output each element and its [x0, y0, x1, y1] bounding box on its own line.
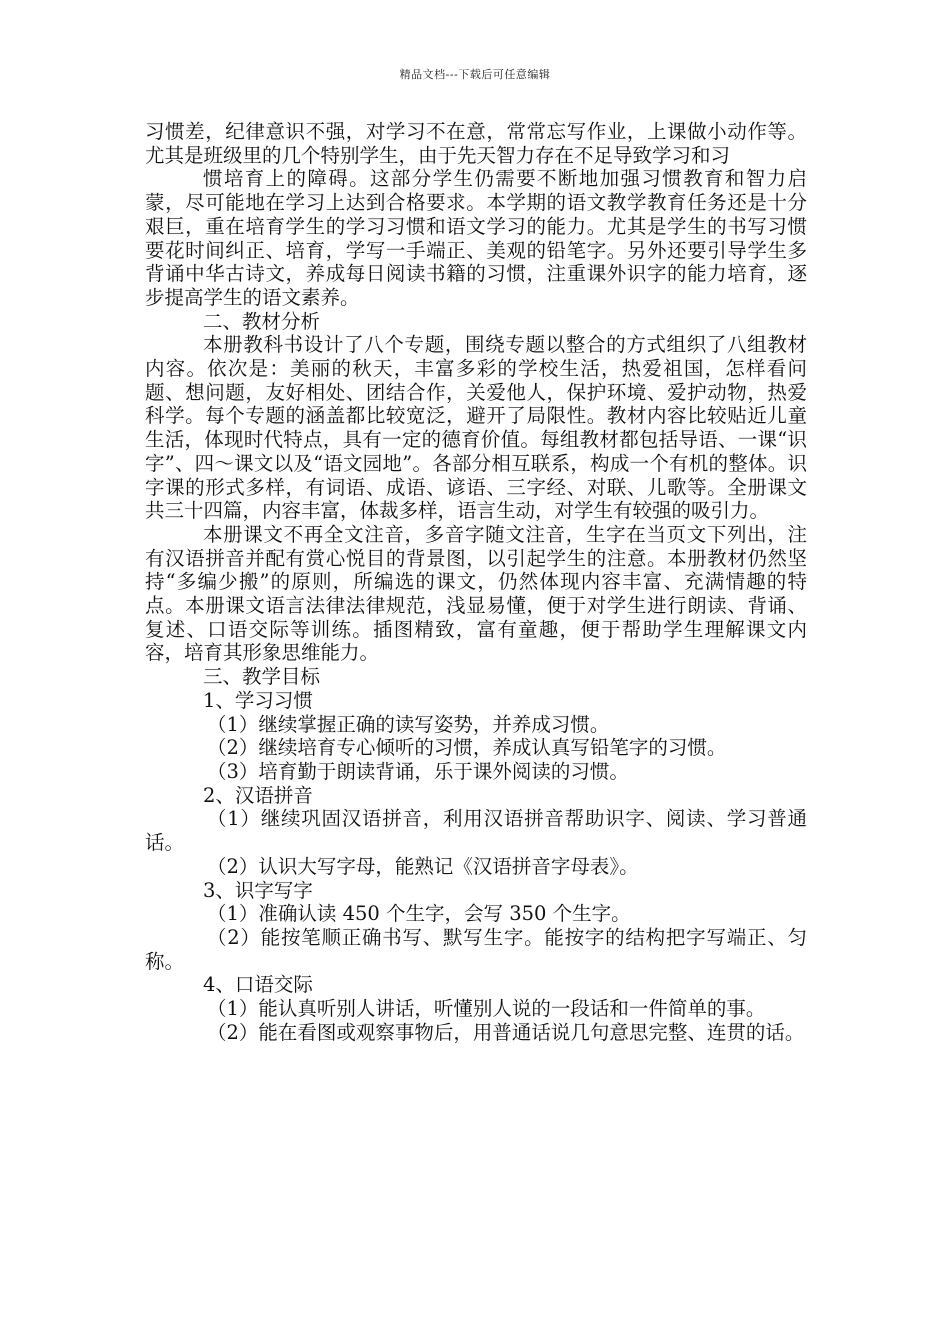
goal-item: （1）继续掌握正确的读写姿势，并养成习惯。	[207, 712, 610, 736]
subheading-characters: 3、识字写字	[203, 878, 313, 902]
page-header: 精品文档---下载后可任意编辑	[399, 68, 551, 81]
section-heading-materials: 二、教材分析	[203, 309, 321, 333]
paragraph-habits-issue: 习惯差，纪律意识不强，对学习不在意，常常忘写作业，上课做小动作等。尤其是班级里的几个特别学生，由于先天智力存在不足导致学习和习	[145, 120, 807, 167]
goal-item: （1）继续巩固汉语拼音，利用汉语拼音帮助识字、阅读、学习普通话。	[145, 807, 807, 855]
goal-item: （1）能认真听别人讲话，听懂别人说的一段话和一件简单的事。	[207, 997, 766, 1021]
document-body	[145, 120, 807, 1044]
paragraph-materials-overview: 本册教科书设计了八个专题，围绕专题以整合的方式组织了八组教材内容。依次是：美丽的秋天，丰富多彩的学校生活，热爱祖国，怎样看问题、想问题，友好相处、团结合作，关爱他人，保护环境、爱护动物，热爱科学。每个专题的涵盖都比较宽泛，避开了局限性。教材内容比较贴近儿童生活，体现时代特点，具有一定的德育价值。每组教材都包括导语、一课“识字”、四～课文以及“语文园地”。各部分相互联系，构成一个有机的整体。识字课的形式多样，有词语、成语、谚语、三字经、对联、儿歌等。全册课文共三十四篇，内容丰富，体裁多样，语言生动，对学生有较强的吸引力。	[145, 333, 807, 523]
section-heading-goals: 三、教学目标	[203, 665, 321, 689]
goal-item: （1）准确认读 450 个生字，会写 350 个生字。	[207, 902, 631, 926]
goal-item: （2）认识大写字母，能熟记《汉语拼音字母表》。	[207, 854, 639, 878]
paragraph-habit-training: 惯培育上的障碍。这部分学生仍需要不断地加强习惯教育和智力启蒙，尽可能地在学习上达到合格要求。本学期的语文教学教育任务还是十分艰巨，重在培育学生的学习习惯和语文学习的能力。尤其是学生的书写习惯要花时间纠正、培育，学写一手端正、美观的铅笔字。另外还要引导学生多背诵中华古诗文，养成每日阅读书籍的习惯，注重课外识字的能力培育，逐步提高学生的语文素养。	[145, 167, 807, 309]
goal-item: （2）能在看图或观察事物后，用普通话说几句意思完整、连贯的话。	[207, 1020, 805, 1044]
goal-item: （2）能按笔顺正确书写、默写生字。能按字的结构把字写端正、匀称。	[145, 925, 807, 973]
paragraph-materials-features: 本册课文不再全文注音，多音字随文注音，生字在当页文下列出，注有汉语拼音并配有赏心悦目的背景图，以引起学生的注意。本册教材仍然坚持“多编少搬”的原则，所编选的课文，仍然体现内容丰富、充满情趣的特点。本册课文语言法律法律规范，浅显易懂，便于对学生进行朗读、背诵、复述、口语交际等训练。插图精致，富有童趣，便于帮助学生理解课文内容，培育其形象思维能力。	[145, 522, 807, 665]
subheading-study-habits: 1、学习习惯	[203, 688, 313, 712]
goal-item: （2）继续培育专心倾听的习惯，养成认真写铅笔字的习惯。	[207, 736, 727, 760]
goal-item: （3）培育勤于朗读背诵，乐于课外阅读的习惯。	[207, 759, 629, 783]
subheading-oral-communication: 4、口语交际	[203, 973, 313, 997]
subheading-pinyin: 2、汉语拼音	[203, 783, 313, 807]
